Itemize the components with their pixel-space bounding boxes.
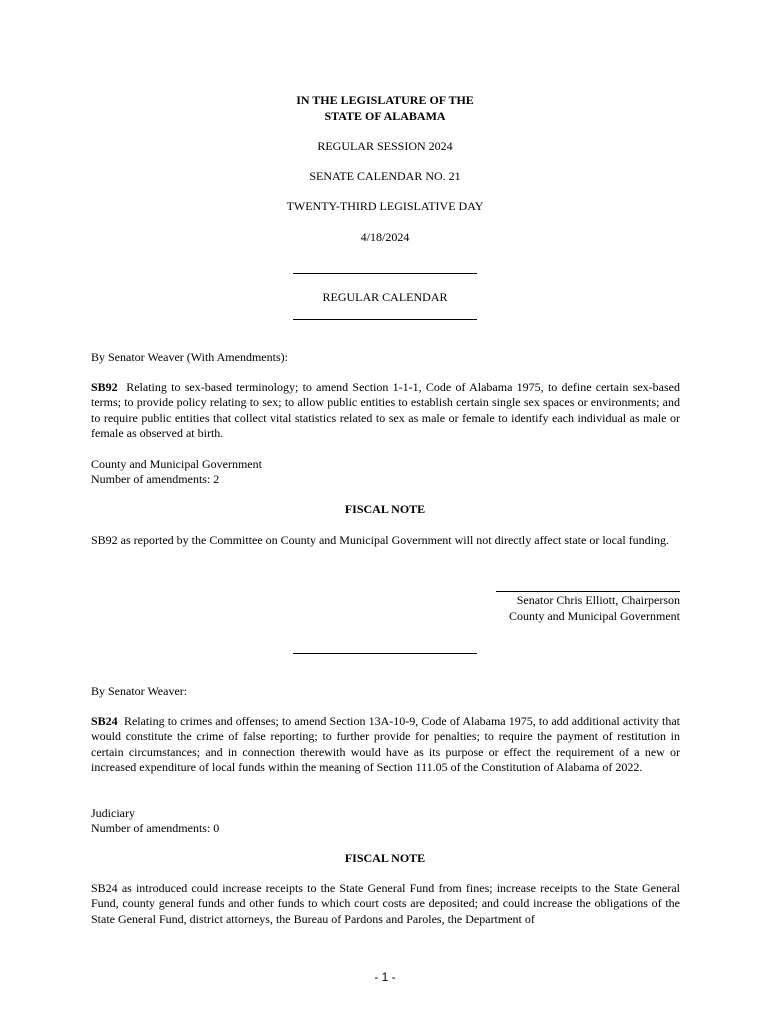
calendar-date: 4/18/2024 (360, 230, 410, 244)
fiscal-note-heading: FISCAL NOTE (344, 851, 426, 865)
signer-committee: County and Municipal Government (509, 609, 680, 623)
divider-rule (293, 273, 477, 274)
calendar-type: REGULAR CALENDAR (322, 290, 448, 304)
bill-amendments: Number of amendments: 0 (91, 821, 220, 835)
title-line-1: IN THE LEGISLATURE OF THE (296, 93, 474, 107)
bill-description (91, 714, 680, 776)
signature-line (496, 591, 680, 592)
bill-amendments: Number of amendments: 2 (91, 472, 220, 486)
bill-id: SB92 (91, 380, 118, 394)
bill-description (91, 380, 680, 442)
bill-sponsor: By Senator Weaver: (91, 684, 188, 698)
calendar-number: SENATE CALENDAR NO. 21 (309, 169, 461, 183)
fiscal-note-text: SB24 as introduced could increase receipts to the State General Fund from fines; increase receipts to the State General Fund, county general funds and other funds to which court costs are deposited; and could increase the obligations of the State General Fund, district attorneys, the Bureau of Pardons and Paroles, the Department of (91, 881, 680, 926)
divider-rule (293, 653, 477, 654)
legislative-day: TWENTY-THIRD LEGISLATIVE DAY (286, 199, 484, 213)
bill-description-text: Relating to sex-based terminology; to amend Section 1-1-1, Code of Alabama 1975, to define certain sex-based terms; to provide policy relating to sex; to allow public entities to establish certain single sex spaces or environments; and to require public entities that collect vital statistics related to sex as male or female to identify each individual as male or female as observed at birth. (91, 380, 681, 441)
bill-sponsor: By Senator Weaver (With Amendments): (91, 350, 288, 364)
bill-description-text: Relating to crimes and offenses; to amend Section 13A-10-9, Code of Alabama 1975, to add additional activity that would constitute the crime of false reporting; to further provide for penalties; to require the payment of restitution in certain circumstances; and in connection therewith would have as its purpose or effect the requirement of a new or increased expenditure of local funds within the meaning of Section 111.05 of the Constitution of Alabama of 2022. (91, 714, 680, 775)
divider-rule (293, 319, 477, 320)
bill-id: SB24 (91, 714, 118, 728)
fiscal-note-heading: FISCAL NOTE (344, 502, 426, 516)
fiscal-note-text: SB92 as reported by the Committee on County and Municipal Government will not directly affect state or local funding. (91, 533, 669, 547)
bill-committee: Judiciary (91, 806, 135, 820)
page-number: - 1 - (374, 970, 396, 984)
bill-committee: County and Municipal Government (91, 457, 262, 471)
title-line-2: STATE OF ALABAMA (324, 109, 446, 123)
session-label: REGULAR SESSION 2024 (317, 139, 453, 153)
signer-name: Senator Chris Elliott, Chairperson (516, 593, 680, 607)
